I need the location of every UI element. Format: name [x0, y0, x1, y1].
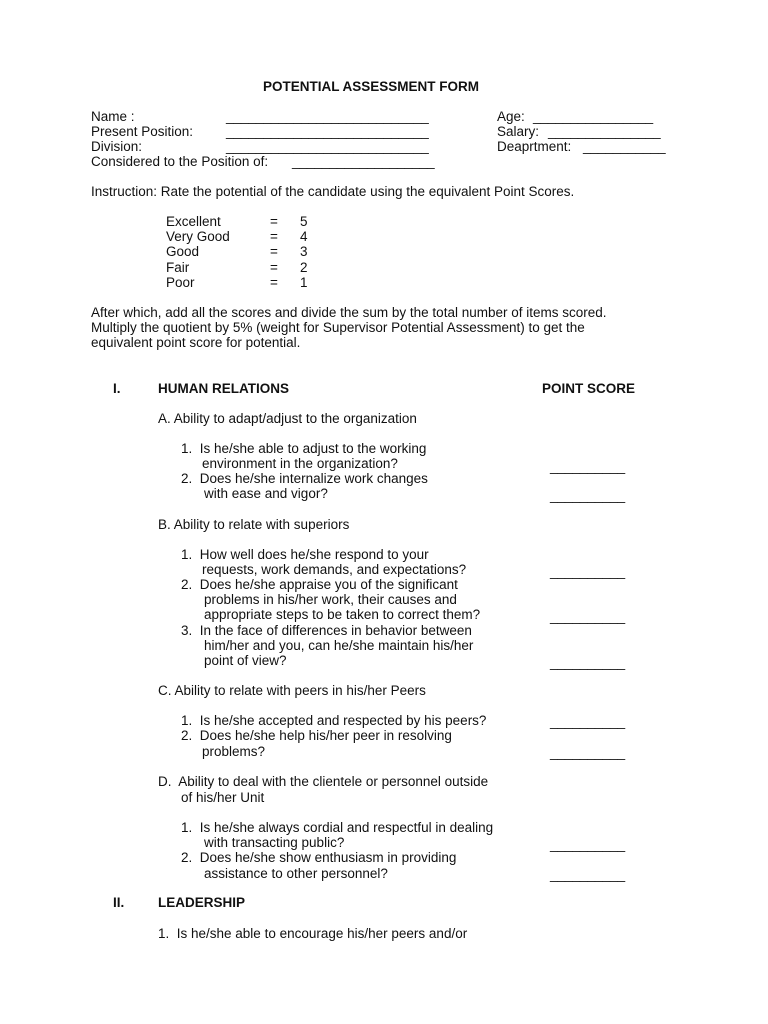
- instruction-text: Instruction: Rate the potential of the candidate using the equivalent Point Scores.: [91, 184, 575, 199]
- scale-value: 5: [300, 214, 308, 229]
- question-text: requests, work demands, and expectations?: [202, 562, 467, 577]
- scale-label: Good: [166, 244, 200, 259]
- salary-field-line[interactable]: _______________: [548, 124, 661, 139]
- name-field-line[interactable]: ___________________________: [226, 109, 429, 124]
- scale-label: Excellent: [166, 214, 221, 229]
- subsection-label: C. Ability to relate with peers in his/her Peers: [158, 683, 426, 698]
- question-text: environment in the organization?: [202, 456, 398, 471]
- question-text: 2. Does he/she help his/her peer in resolving: [181, 728, 452, 743]
- scale-value: 2: [300, 260, 308, 275]
- subsection-label: D. Ability to deal with the clientele or personnel outside: [158, 774, 489, 789]
- name-label: Name :: [91, 109, 135, 124]
- form-title: POTENTIAL ASSESSMENT FORM: [263, 79, 480, 94]
- scale-equals: =: [270, 214, 278, 229]
- section-numeral: II.: [113, 895, 125, 910]
- scale-value: 4: [300, 229, 308, 244]
- division-label: Division:: [91, 139, 143, 154]
- question-text: 1. Is he/she always cordial and respectful in dealing: [181, 820, 494, 835]
- score-line[interactable]: __________: [550, 655, 626, 670]
- score-line[interactable]: __________: [550, 564, 626, 579]
- question-text: appropriate steps to be taken to correct them?: [204, 607, 481, 622]
- question-text: 2. Does he/she internalize work changes: [181, 471, 428, 486]
- score-line[interactable]: __________: [550, 714, 626, 729]
- scale-label: Poor: [166, 275, 195, 290]
- question-text: 2. Does he/she appraise you of the significant: [181, 577, 458, 592]
- question-text: 1. How well does he/she respond to your: [181, 547, 429, 562]
- score-line[interactable]: __________: [550, 459, 626, 474]
- scale-value: 1: [300, 275, 308, 290]
- score-line[interactable]: __________: [550, 488, 626, 503]
- question-text: problems in his/her work, their causes and: [204, 592, 457, 607]
- section-title: LEADERSHIP: [158, 895, 246, 910]
- question-text: with ease and vigor?: [204, 486, 328, 501]
- considered-label: Considered to the Position of:: [91, 154, 269, 169]
- question-text: 2. Does he/she show enthusiasm in providing: [181, 850, 457, 865]
- scale-equals: =: [270, 275, 278, 290]
- score-line[interactable]: __________: [550, 745, 626, 760]
- question-text: 1. Is he/she accepted and respected by his peers?: [181, 713, 487, 728]
- division-field-line[interactable]: ___________________________: [226, 139, 429, 154]
- section-numeral: I.: [113, 381, 121, 396]
- after-text-line: Multiply the quotient by 5% (weight for Supervisor Potential Assessment) to get the: [91, 320, 585, 335]
- score-line[interactable]: __________: [550, 837, 626, 852]
- age-label: Age:: [497, 109, 525, 124]
- question-text: him/her and you, can he/she maintain his/her: [204, 638, 474, 653]
- scale-label: Very Good: [166, 229, 230, 244]
- scale-equals: =: [270, 260, 278, 275]
- score-line[interactable]: __________: [550, 609, 626, 624]
- question-text: 1. Is he/she able to encourage his/her peers and/or: [158, 926, 468, 941]
- scale-equals: =: [270, 229, 278, 244]
- score-line[interactable]: __________: [550, 867, 626, 882]
- after-text-line: equivalent point score for potential.: [91, 335, 301, 350]
- question-text: point of view?: [204, 653, 287, 668]
- position-label: Present Position:: [91, 124, 194, 139]
- question-text: problems?: [202, 744, 266, 759]
- position-field-line[interactable]: ___________________________: [226, 124, 429, 139]
- age-field-line[interactable]: ________________: [533, 109, 654, 124]
- section-title: HUMAN RELATIONS: [158, 381, 289, 396]
- department-label: Deaprtment:: [497, 139, 572, 154]
- subsection-label: A. Ability to adapt/adjust to the organization: [158, 411, 417, 426]
- salary-label: Salary:: [497, 124, 540, 139]
- subsection-label: of his/her Unit: [181, 790, 265, 805]
- scale-label: Fair: [166, 260, 190, 275]
- question-text: with transacting public?: [204, 835, 345, 850]
- department-field-line[interactable]: ___________: [583, 139, 666, 154]
- subsection-label: B. Ability to relate with superiors: [158, 517, 350, 532]
- considered-field-line[interactable]: ___________________: [292, 154, 435, 169]
- scale-value: 3: [300, 244, 308, 259]
- question-text: 1. Is he/she able to adjust to the working: [181, 441, 427, 456]
- scale-equals: =: [270, 244, 278, 259]
- question-text: assistance to other personnel?: [204, 866, 388, 881]
- point-score-header: POINT SCORE: [542, 381, 636, 396]
- question-text: 3. In the face of differences in behavior between: [181, 623, 472, 638]
- after-text-line: After which, add all the scores and divide the sum by the total number of items scored.: [91, 305, 607, 320]
